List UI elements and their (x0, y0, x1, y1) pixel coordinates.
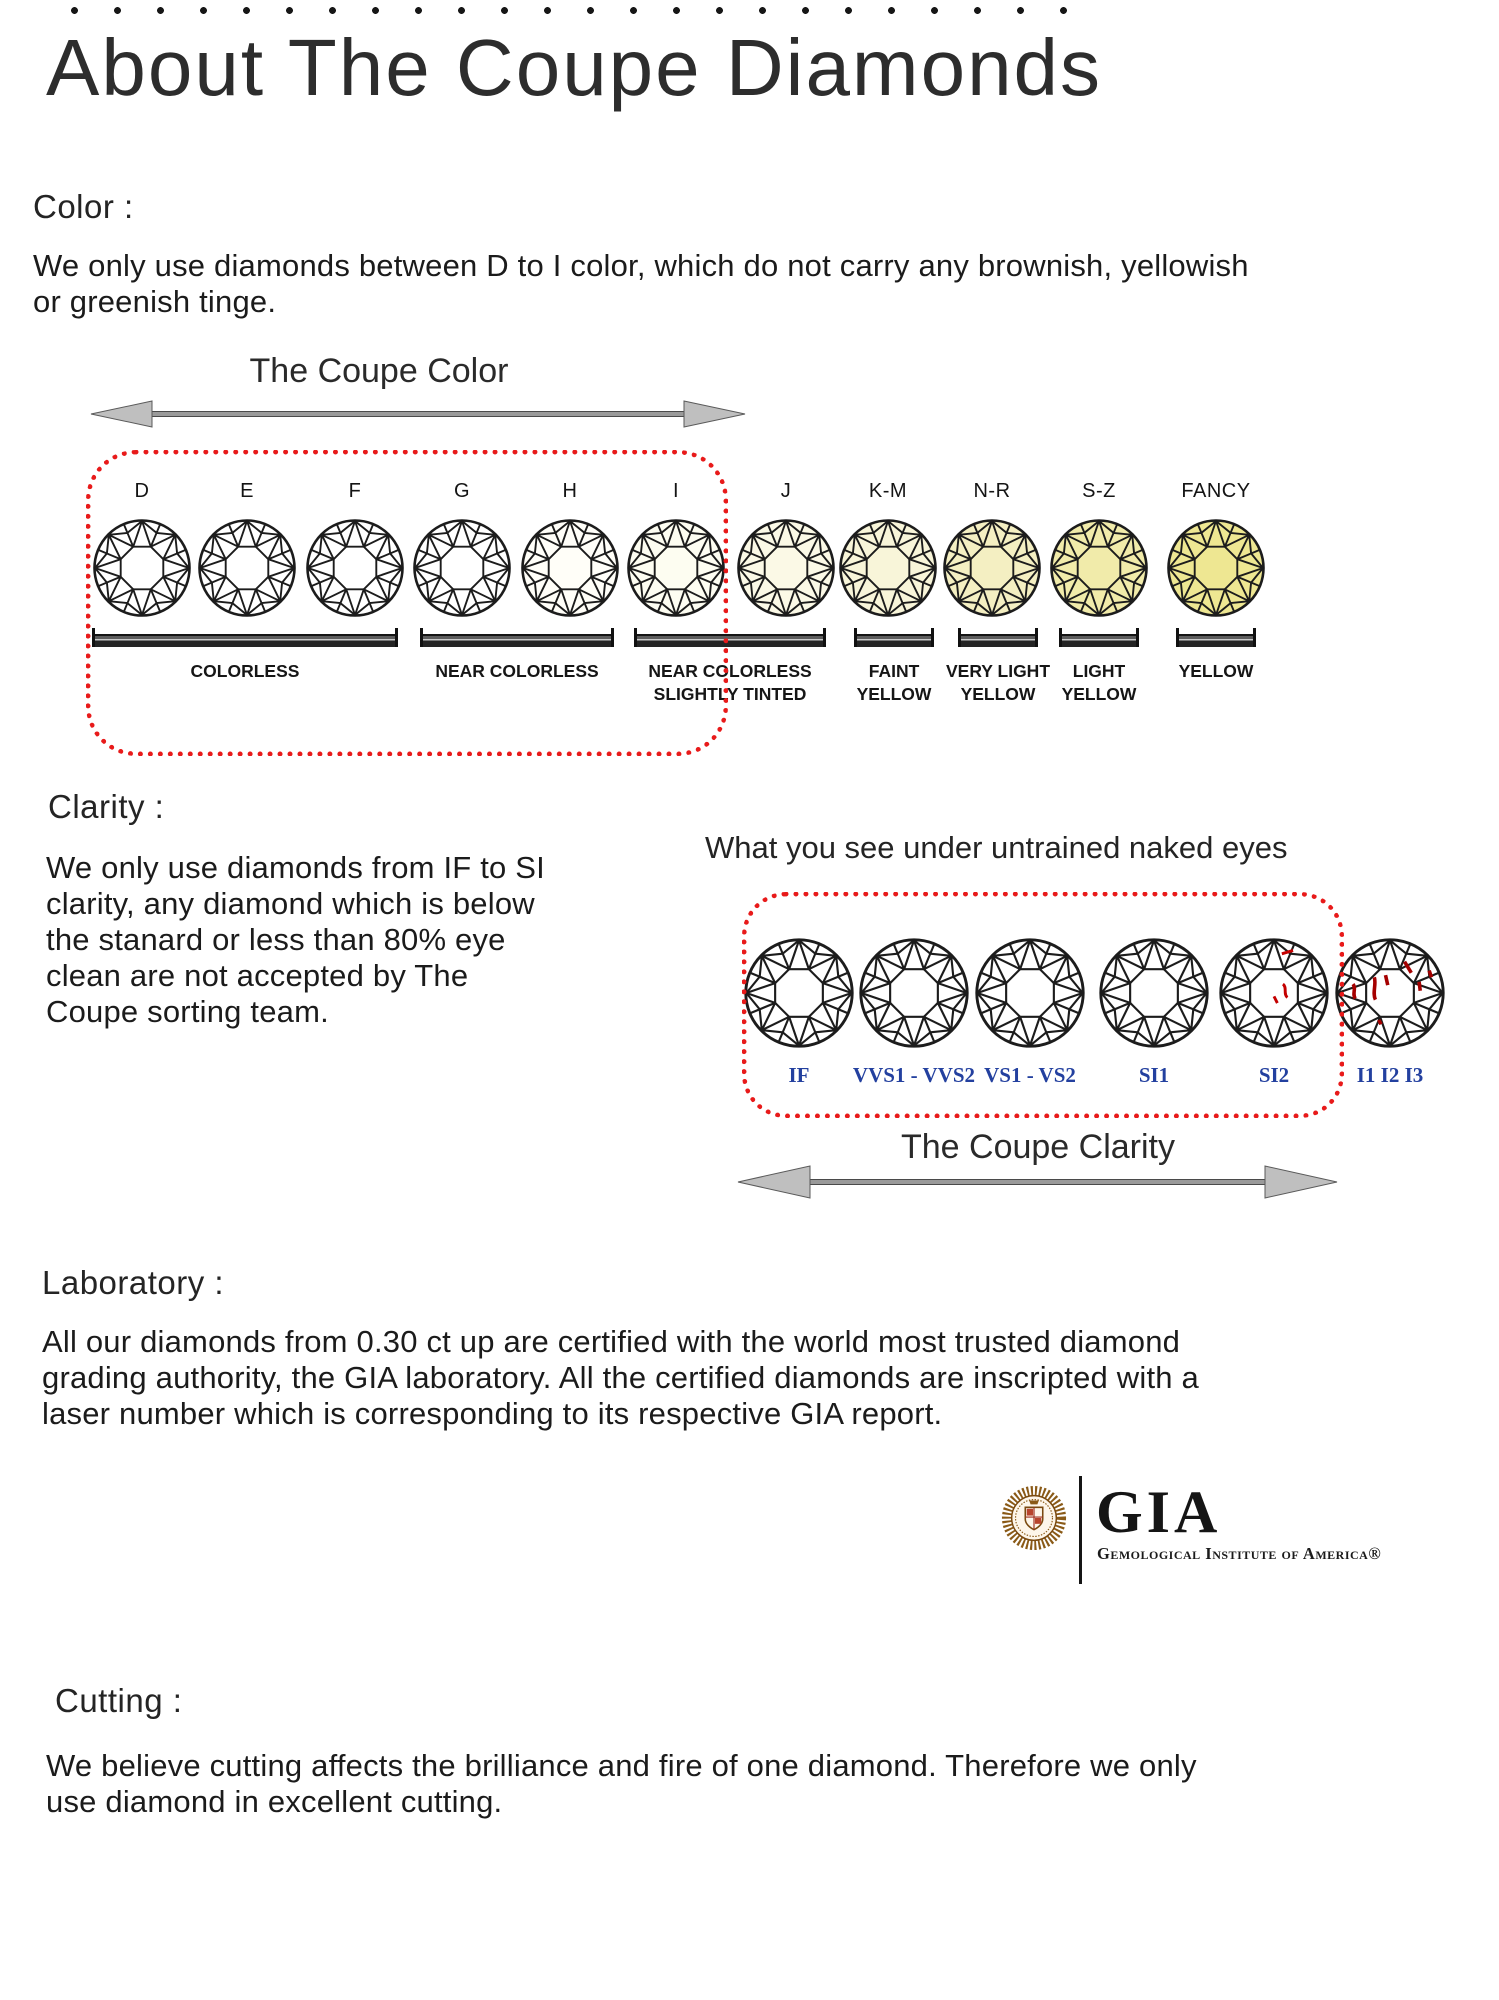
diamond-icon (1334, 937, 1446, 1049)
paragraph-line: Coupe sorting team. (46, 994, 329, 1029)
color-grade-i (626, 480, 726, 618)
range-label-line: YELLOW (1178, 661, 1254, 681)
range-bracket (92, 628, 398, 647)
range-bracket (1176, 628, 1256, 647)
paragraph-line: laser number which is corresponding to its respective GIA report. (42, 1396, 943, 1431)
diamond-icon (1218, 937, 1330, 1049)
laboratory-section-heading: Laboratory : (42, 1264, 225, 1301)
range-label-line: COLORLESS (190, 661, 300, 681)
range-label (407, 660, 627, 683)
gia-logo (1000, 1472, 1420, 1602)
cutting-section-heading: Cutting : (55, 1682, 183, 1719)
clarity-scale-arrow (735, 1162, 1340, 1202)
clarity-paragraph (46, 850, 545, 1030)
color-range-light-yellow (1059, 628, 1139, 740)
grade-label: FANCY (1181, 480, 1251, 502)
color-grade-e (197, 480, 297, 618)
range-label-line: NEAR COLORLESS (435, 661, 599, 681)
range-label-line: YELLOW (856, 684, 932, 704)
clarity-grade-si2 (1218, 937, 1330, 1087)
range-label-line: NEAR COLORLESS (648, 661, 812, 681)
grade-label: I (672, 480, 680, 502)
diamond-icon (1166, 518, 1266, 618)
diamond-icon (412, 518, 512, 618)
paragraph-line: the stanard or less than 80% eye (46, 922, 506, 957)
range-bracket (958, 628, 1038, 647)
clarity-section-heading: Clarity : (48, 788, 165, 825)
color-grade-n-r (942, 480, 1042, 618)
diamond-icon (743, 937, 855, 1049)
diamond-icon (197, 518, 297, 618)
paragraph-line: clean are not accepted by The (46, 958, 469, 993)
diamond-icon (626, 518, 726, 618)
range-label-line: SLIGHTLY TINTED (653, 684, 807, 704)
range-label-line: YELLOW (1061, 684, 1137, 704)
range-bracket (854, 628, 934, 647)
color-paragraph (33, 248, 1249, 320)
color-grade-g (412, 480, 512, 618)
diamond-icon (92, 518, 192, 618)
diamond-icon (838, 518, 938, 618)
clarity-scale-title: The Coupe Clarity (900, 1128, 1175, 1166)
grade-label: G (453, 480, 471, 502)
paragraph-line: clarity, any diamond which is below (46, 886, 535, 921)
grade-label: H (562, 480, 578, 502)
color-grade-d (92, 480, 192, 618)
clarity-grade-label: IF (788, 1063, 810, 1087)
color-scale-title: The Coupe Color (249, 352, 509, 390)
paragraph-line: We only use diamonds from IF to SI (46, 850, 545, 885)
grade-label: N-R (973, 480, 1011, 502)
clarity-grade-label: I1 I2 I3 (1356, 1063, 1424, 1087)
clarity-observation-title: What you see under untrained naked eyes (705, 830, 1288, 865)
range-bracket (1059, 628, 1139, 647)
color-section-heading: Color : (33, 188, 134, 225)
color-range-yellow (1176, 628, 1256, 740)
range-label-line: LIGHT (1072, 661, 1126, 681)
color-grade-f (305, 480, 405, 618)
diamond-icon (1098, 937, 1210, 1049)
grade-label: J (780, 480, 792, 502)
laboratory-paragraph (42, 1324, 1199, 1432)
clarity-grade-i1-i2-i3 (1334, 937, 1446, 1087)
grade-label: K-M (868, 480, 908, 502)
range-label (135, 660, 355, 683)
cutting-paragraph (46, 1748, 1197, 1820)
paragraph-line: We only use diamonds between D to I color, which do not carry any brownish, yellowish (33, 248, 1249, 283)
range-label-line: VERY LIGHT (945, 661, 1051, 681)
range-label-line: YELLOW (960, 684, 1036, 704)
range-bracket (420, 628, 614, 647)
color-grade-k-m (838, 480, 938, 618)
paragraph-line: or greenish tinge. (33, 284, 277, 319)
paragraph-line: grading authority, the GIA laboratory. All the certified diamonds are inscripted with a (42, 1360, 1199, 1395)
grade-label: D (134, 480, 150, 502)
color-grade-s-z (1049, 480, 1149, 618)
color-range-near-colorless (420, 628, 614, 740)
clarity-grade-si1 (1098, 937, 1210, 1087)
diamond-icon (520, 518, 620, 618)
diamond-icon (736, 518, 836, 618)
paragraph-line: use diamond in excellent cutting. (46, 1784, 503, 1819)
paragraph-line: All our diamonds from 0.30 ct up are certified with the world most trusted diamond (42, 1324, 1181, 1359)
range-label (1106, 660, 1326, 683)
gia-acronym: GIA (1096, 1479, 1222, 1545)
color-grade-fancy (1166, 480, 1266, 618)
diamond-icon (942, 518, 1042, 618)
clarity-grade-label: SI1 (1138, 1063, 1170, 1087)
diamond-icon (305, 518, 405, 618)
decorative-dots-row (70, 6, 1075, 15)
diamond-icon (974, 937, 1086, 1049)
gia-divider (1079, 1476, 1082, 1584)
diamond-icon (1049, 518, 1149, 618)
diamond-icon (858, 937, 970, 1049)
clarity-grade-if (743, 937, 855, 1087)
range-bracket (634, 628, 826, 647)
range-label-line: FAINT (868, 661, 920, 681)
gia-seal-icon (1000, 1484, 1068, 1552)
color-grade-h (520, 480, 620, 618)
clarity-grade-vvs (852, 937, 976, 1087)
clarity-grade-label: VS1 - VS2 (984, 1063, 1076, 1087)
grade-label: S-Z (1082, 480, 1116, 502)
paragraph-line: We believe cutting affects the brilliance and fire of one diamond. Therefore we only (46, 1748, 1197, 1783)
color-range-colorless (92, 628, 398, 740)
grade-label: E (240, 480, 254, 502)
clarity-grade-vs (974, 937, 1086, 1087)
clarity-grade-label: VVS1 - VVS2 (852, 1063, 976, 1087)
grade-label: F (348, 480, 362, 502)
color-grade-j (736, 480, 836, 618)
clarity-grade-label: SI2 (1258, 1063, 1290, 1087)
page-title: About The Coupe Diamonds (46, 23, 1103, 112)
gia-full-name: Gemological Institute of America® (1097, 1544, 1382, 1563)
color-scale-arrow (88, 398, 748, 430)
